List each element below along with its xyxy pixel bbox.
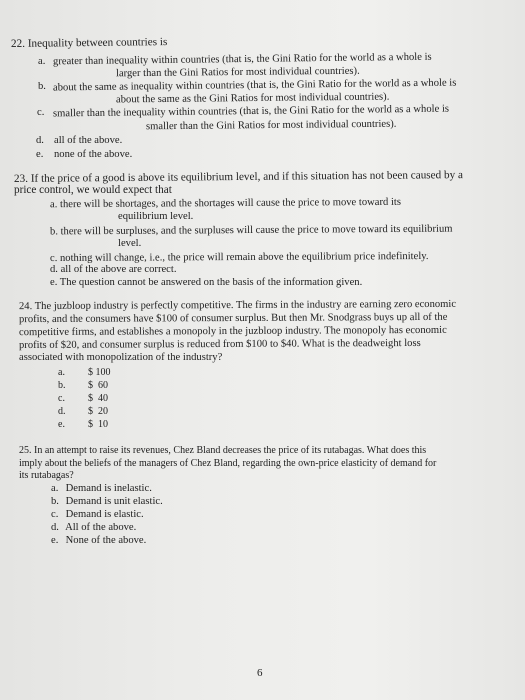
- q25-option-c-text: Demand is elastic.: [65, 509, 144, 520]
- q24-option-a-value: $ 100: [88, 367, 111, 378]
- q23-option-d: d. all of the above are correct.: [50, 264, 177, 275]
- q24-option-c-value: $ 40: [88, 393, 108, 404]
- q23-option-a-line1: a. there will be shortages, and the shortages will cause the price to move toward its: [49, 196, 401, 211]
- q24-stem-line3: competitive firms, and establishes a monopoly in the juzbloop industry. The monopoly has economic: [18, 324, 447, 339]
- q25-option-b: [51, 496, 163, 508]
- q22-option-c-line1: smaller than the inequality within countries (that is, the Gini Ratio for the world as a whole is: [52, 103, 450, 120]
- q24-option-b-letter: b.: [58, 380, 66, 391]
- q22-option-a-line1: greater than inequality within countries (that is, the Gini Ratio for the world as a whole is: [52, 51, 432, 68]
- q25-option-d-text: All of the above.: [65, 522, 137, 533]
- q23-option-e: e. The question cannot be answered on the basis of the information given.: [50, 277, 363, 288]
- q24-stem-line1: 24. The juzbloop industry is perfectly competitive. The firms in the industry are earning zero economic: [18, 298, 457, 313]
- q22-option-c-line2: smaller than the Gini Ratios for most individual countries).: [145, 118, 397, 133]
- q24-stem-line5: associated with monopolization of the industry?: [19, 352, 223, 363]
- q24-option-e-letter: e.: [58, 419, 65, 430]
- q25-option-c-letter: c.: [51, 509, 59, 520]
- q22-option-e-letter: e.: [36, 149, 44, 160]
- q25-option-b-letter: b.: [51, 496, 59, 507]
- q24-stem-line2: profits, and the consumers have $100 of consumer surplus. But then Mr. Snodgrass buys up all of the: [18, 311, 448, 326]
- q25-option-b-text: Demand is unit elastic.: [65, 496, 163, 507]
- q24-stem-line4: profits of $20, and consumer surplus is reduced from $100 to $40. What is the deadweight loss: [18, 337, 421, 352]
- q23-stem-line2: price control, we would expect that: [14, 184, 172, 196]
- q22-option-a-line2: larger than the Gini Ratios for most individual countries).: [115, 65, 360, 80]
- q22-option-d-line1: all of the above.: [54, 135, 123, 146]
- q25-option-e-text: None of the above.: [65, 535, 147, 546]
- q24-option-d-value: $ 20: [88, 406, 108, 417]
- q25-option-a-text: Demand is inelastic.: [65, 483, 152, 494]
- q24-option-c-letter: c.: [58, 393, 65, 404]
- q25-option-c: [51, 509, 144, 521]
- q22-option-b-line2: about the same as the Gini Ratios for most individual countries).: [115, 91, 390, 106]
- q22-option-a-letter: a.: [38, 56, 46, 67]
- q23-stem-line1: 23. If the price of a good is above its equilibrium level, and if this situation has not been caused by a: [13, 169, 463, 185]
- q22-title: 22. Inequality between countries is: [10, 36, 168, 50]
- q22-option-b-letter: b.: [38, 81, 46, 92]
- q23-option-c: c. nothing will change, i.e., the price will remain above the equilibrium price indefinitely.: [49, 251, 429, 264]
- q22-option-c-letter: c.: [37, 107, 45, 118]
- q22-option-e-line1: none of the above.: [54, 149, 133, 160]
- q25-stem-line1: 25. In an attempt to raise its revenues, Chez Bland decreases the price of its rutabagas. What does this: [19, 445, 427, 456]
- page-number: 6: [257, 667, 263, 679]
- q25-stem-line2: imply about the beliefs of the managers of Chez Bland, regarding the own-price elasticity of demand for: [19, 458, 437, 469]
- q24-option-e-value: $ 10: [88, 419, 108, 430]
- q23-option-a-line2: equilibrium level.: [118, 211, 194, 222]
- q23-option-b-line2: level.: [118, 238, 142, 249]
- q25-option-d-letter: d.: [51, 522, 59, 533]
- q22-option-d-letter: d.: [36, 135, 44, 146]
- q25-option-e: [51, 535, 146, 547]
- q25-option-a: [51, 483, 152, 495]
- q22-option-b-line1: about the same as inequality within countries (that is, the Gini Ratio for the world as a whole is: [52, 77, 457, 94]
- q25-stem-line3: its rutabagas?: [19, 470, 74, 481]
- q24-option-b-value: $ 60: [88, 380, 108, 391]
- q25-option-a-letter: a.: [51, 483, 59, 494]
- q25-option-d: [51, 522, 136, 534]
- q25-option-e-letter: e.: [51, 535, 59, 546]
- q24-option-a-letter: a.: [58, 367, 65, 378]
- q24-option-d-letter: d.: [58, 406, 66, 417]
- q23-option-b-line1: b. there will be surpluses, and the surpluses will cause the price to move toward its equilibrium: [49, 223, 453, 238]
